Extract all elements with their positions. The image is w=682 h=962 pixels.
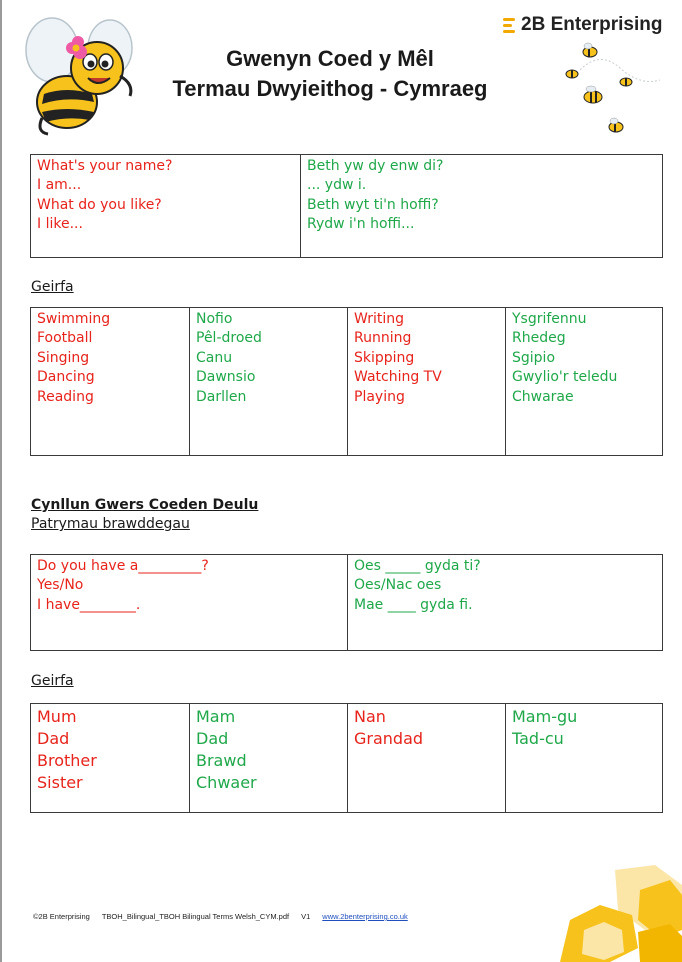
intro-english-line: I like... xyxy=(37,216,83,233)
vocab-item: Nofio xyxy=(196,311,233,327)
pattern-line: Yes/No xyxy=(37,577,84,594)
vocab-item: Mam xyxy=(196,707,236,726)
patterns-english-column xyxy=(31,555,347,650)
vocab2-welsh-a xyxy=(189,704,347,812)
logo-text: 2B Enterprising xyxy=(521,14,663,35)
vocab-item: Brother xyxy=(37,751,97,770)
footer-link[interactable]: www.2benterprising.co.uk xyxy=(322,912,408,921)
vocab-item: Gwylio'r teledu xyxy=(512,369,618,386)
intro-english-line: I am... xyxy=(37,177,82,194)
honeycomb-icon xyxy=(520,860,682,962)
pattern-line: Oes _____ gyda ti? xyxy=(354,558,481,574)
vocab2-welsh-b xyxy=(505,704,662,812)
logo-lines-icon xyxy=(503,15,517,35)
vocab-item: Sgipio xyxy=(512,349,556,366)
lesson-title: Cynllun Gwers Coeden Deulu xyxy=(31,497,259,513)
intro-english-line: What's your name? xyxy=(37,158,173,174)
footer-copyright: ©2B Enterprising xyxy=(33,912,90,921)
vocab-item: Swimming xyxy=(37,311,111,327)
vocab-item: Chwarae xyxy=(512,388,574,405)
footer-filename: TBOH_Bilingual_TBOH Bilingual Terms Welsh_CYM.pdf xyxy=(101,912,290,921)
vocab2-table xyxy=(30,703,663,813)
pattern-line: Mae ____ gyda fi. xyxy=(354,596,473,613)
vocab-item: Sister xyxy=(37,773,83,792)
vocab1-welsh-a xyxy=(189,308,347,455)
vocab-item: Dawnsio xyxy=(196,369,256,386)
vocab-item: Tad-cu xyxy=(512,729,564,748)
footer-version: V1 xyxy=(301,912,311,921)
vocab-item: Dancing xyxy=(37,369,95,386)
patterns-welsh-column xyxy=(347,555,662,650)
page-edge xyxy=(0,0,2,962)
bee-mascot-icon xyxy=(22,10,142,145)
intro-welsh-line: Beth yw dy enw di? xyxy=(307,158,444,174)
vocab-item: Darllen xyxy=(196,388,247,405)
vocab-item: Mum xyxy=(37,707,77,726)
vocab-item: Chwaer xyxy=(196,773,257,792)
vocab-item: Rhedeg xyxy=(512,330,566,347)
vocab-item: Writing xyxy=(354,311,404,327)
vocab2-english-a xyxy=(31,704,189,812)
pattern-line: Oes/Nac oes xyxy=(354,577,442,594)
patterns-table xyxy=(30,554,663,651)
vocab-item: Mam-gu xyxy=(512,707,578,726)
vocab-item: Nan xyxy=(354,707,386,726)
vocab-item: Pêl-droed xyxy=(196,330,262,347)
footer xyxy=(33,912,408,921)
vocab1-label: Geirfa xyxy=(31,279,74,295)
vocab-item: Brawd xyxy=(196,751,247,770)
vocab2-english-b xyxy=(347,704,505,812)
page-subtitle: Termau Dwyieithog - Cymraeg xyxy=(172,76,488,101)
pattern-line: I have________. xyxy=(37,596,141,613)
vocab-item: Dad xyxy=(37,729,70,748)
vocab1-welsh-b xyxy=(505,308,662,455)
small-bees-icon xyxy=(560,40,670,140)
intro-welsh-line: Rydw i'n hoffi... xyxy=(307,216,415,233)
vocab2-label: Geirfa xyxy=(31,673,74,689)
intro-table xyxy=(30,154,663,258)
intro-welsh-line: ... ydw i. xyxy=(307,177,367,194)
vocab1-english-b xyxy=(347,308,505,455)
brand-logo xyxy=(503,14,662,36)
intro-english-column xyxy=(31,155,300,257)
vocab-item: Grandad xyxy=(354,729,424,748)
vocab-item: Canu xyxy=(196,349,233,366)
vocab-item: Football xyxy=(37,330,93,347)
page-title: Gwenyn Coed y Mêl xyxy=(226,46,434,71)
vocab-item: Skipping xyxy=(354,349,415,366)
vocab-item: Running xyxy=(354,330,412,347)
vocab1-english-a xyxy=(31,308,189,455)
intro-welsh-column xyxy=(300,155,662,257)
vocab-item: Watching TV xyxy=(354,369,442,386)
pattern-line: Do you have a_________? xyxy=(37,558,209,574)
vocab-item: Playing xyxy=(354,388,405,405)
intro-welsh-line: Beth wyt ti'n hoffi? xyxy=(307,196,439,213)
intro-english-line: What do you like? xyxy=(37,196,162,213)
vocab-item: Dad xyxy=(196,729,229,748)
vocab-item: Ysgrifennu xyxy=(512,311,587,327)
vocab-item: Reading xyxy=(37,388,94,405)
patterns-label: Patrymau brawddegau xyxy=(31,516,190,532)
vocab1-table xyxy=(30,307,663,456)
vocab-item: Singing xyxy=(37,349,90,366)
